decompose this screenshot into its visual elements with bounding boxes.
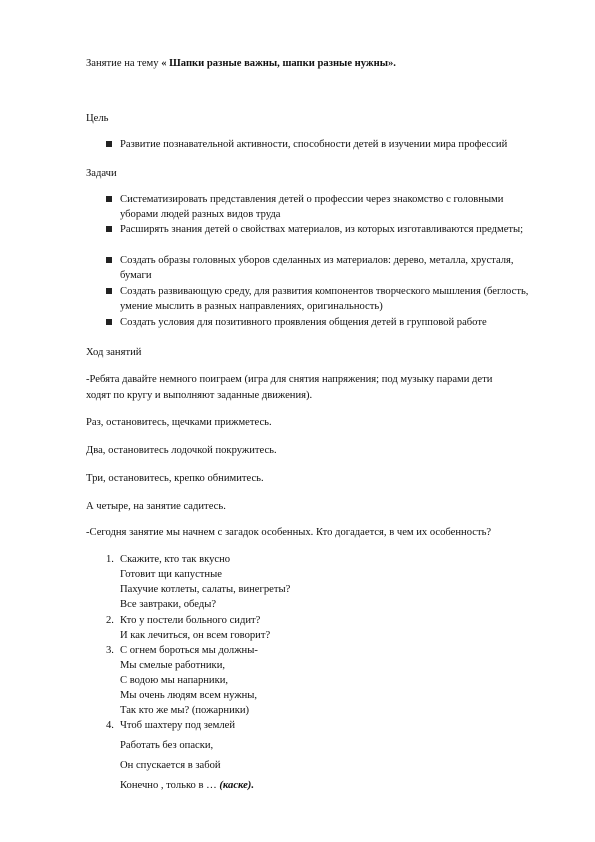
riddle-line: Пахучие котлеты, салаты, винегреты?: [120, 584, 291, 595]
riddle-line: Все завтраки, обеды?: [120, 599, 217, 610]
task-item: Создать развивающую среду, для развития компонентов творческого мышления (беглость, умение мыслить в разных направлениях, оригинальность): [120, 286, 529, 312]
game-line: Два, остановитесь лодочкой покружитесь.: [86, 445, 277, 456]
task-item: Систематизировать представления детей о профессии через знакомство с головными уборами людей разных видов труда: [120, 194, 504, 220]
riddle-line: Скажите, кто так вкусно: [120, 554, 231, 565]
task-item: Создать образы головных уборов сделанных из материалов: дерево, металла, хрусталя, бумаги: [120, 255, 514, 281]
bullet-icon: [106, 226, 112, 232]
riddle-line: Так кто же мы? (пожарники): [120, 705, 250, 716]
riddle-answer: (каске).: [219, 780, 254, 791]
riddle-line: [120, 778, 254, 793]
riddle-line: С водою мы напарники,: [120, 675, 229, 686]
riddle-line: Он спускается в забой: [120, 760, 221, 771]
tasks-heading: Задачи: [86, 168, 117, 179]
riddle-line: Готовит щи капустные: [120, 569, 222, 580]
bullet-icon: [106, 257, 112, 263]
bullet-icon: [106, 288, 112, 294]
riddle-number: 2.: [106, 615, 114, 626]
riddle-line: Мы очень людям всем нужны,: [120, 690, 258, 701]
goal-heading: Цель: [86, 113, 109, 124]
page-title: [86, 56, 396, 71]
title-topic: « Шапки разные важны, шапки разные нужны».: [161, 58, 396, 69]
riddle-line: С огнем бороться мы должны-: [120, 645, 258, 656]
lesson-heading: Ход занятий: [86, 347, 142, 358]
intro-line: -Ребята давайте немного поиграем (игра для снятия напряжения; под музыку парами дети: [86, 374, 493, 385]
goal-item: Развитие познавательной активности, способности детей в изучении мира профессий: [120, 139, 508, 150]
game-line: А четыре, на занятие садитесь.: [86, 501, 226, 512]
riddle-intro: -Сегодня занятие мы начнем с загадок особенных. Кто догадается, в чем их особенность?: [86, 527, 492, 538]
riddle-line: Работать без опаски,: [120, 740, 214, 751]
riddle-line-prefix: Конечно , только в …: [120, 780, 220, 791]
title-prefix: Занятие на тему: [86, 58, 162, 69]
riddle-number: 3.: [106, 645, 114, 656]
riddle-number: 1.: [106, 554, 114, 565]
bullet-icon: [106, 141, 112, 147]
riddle-line: Чтоб шахтеру под землей: [120, 720, 235, 731]
game-line: Раз, остановитесь, щечками прижметесь.: [86, 417, 272, 428]
riddle-number: 4.: [106, 720, 114, 731]
riddle-line: И как лечиться, он всем говорит?: [120, 630, 271, 641]
game-line: Три, остановитесь, крепко обнимитесь.: [86, 473, 264, 484]
riddle-line: Мы смелые работники,: [120, 660, 226, 671]
task-item: Создать условия для позитивного проявления общения детей в групповой работе: [120, 317, 487, 328]
bullet-icon: [106, 319, 112, 325]
bullet-icon: [106, 196, 112, 202]
riddle-line: Кто у постели больного сидит?: [120, 615, 261, 626]
intro-line: ходят по кругу и выполняют заданные движения).: [86, 390, 313, 401]
task-item: Расширять знания детей о свойствах материалов, из которых изготавливаются предметы;: [120, 224, 524, 235]
